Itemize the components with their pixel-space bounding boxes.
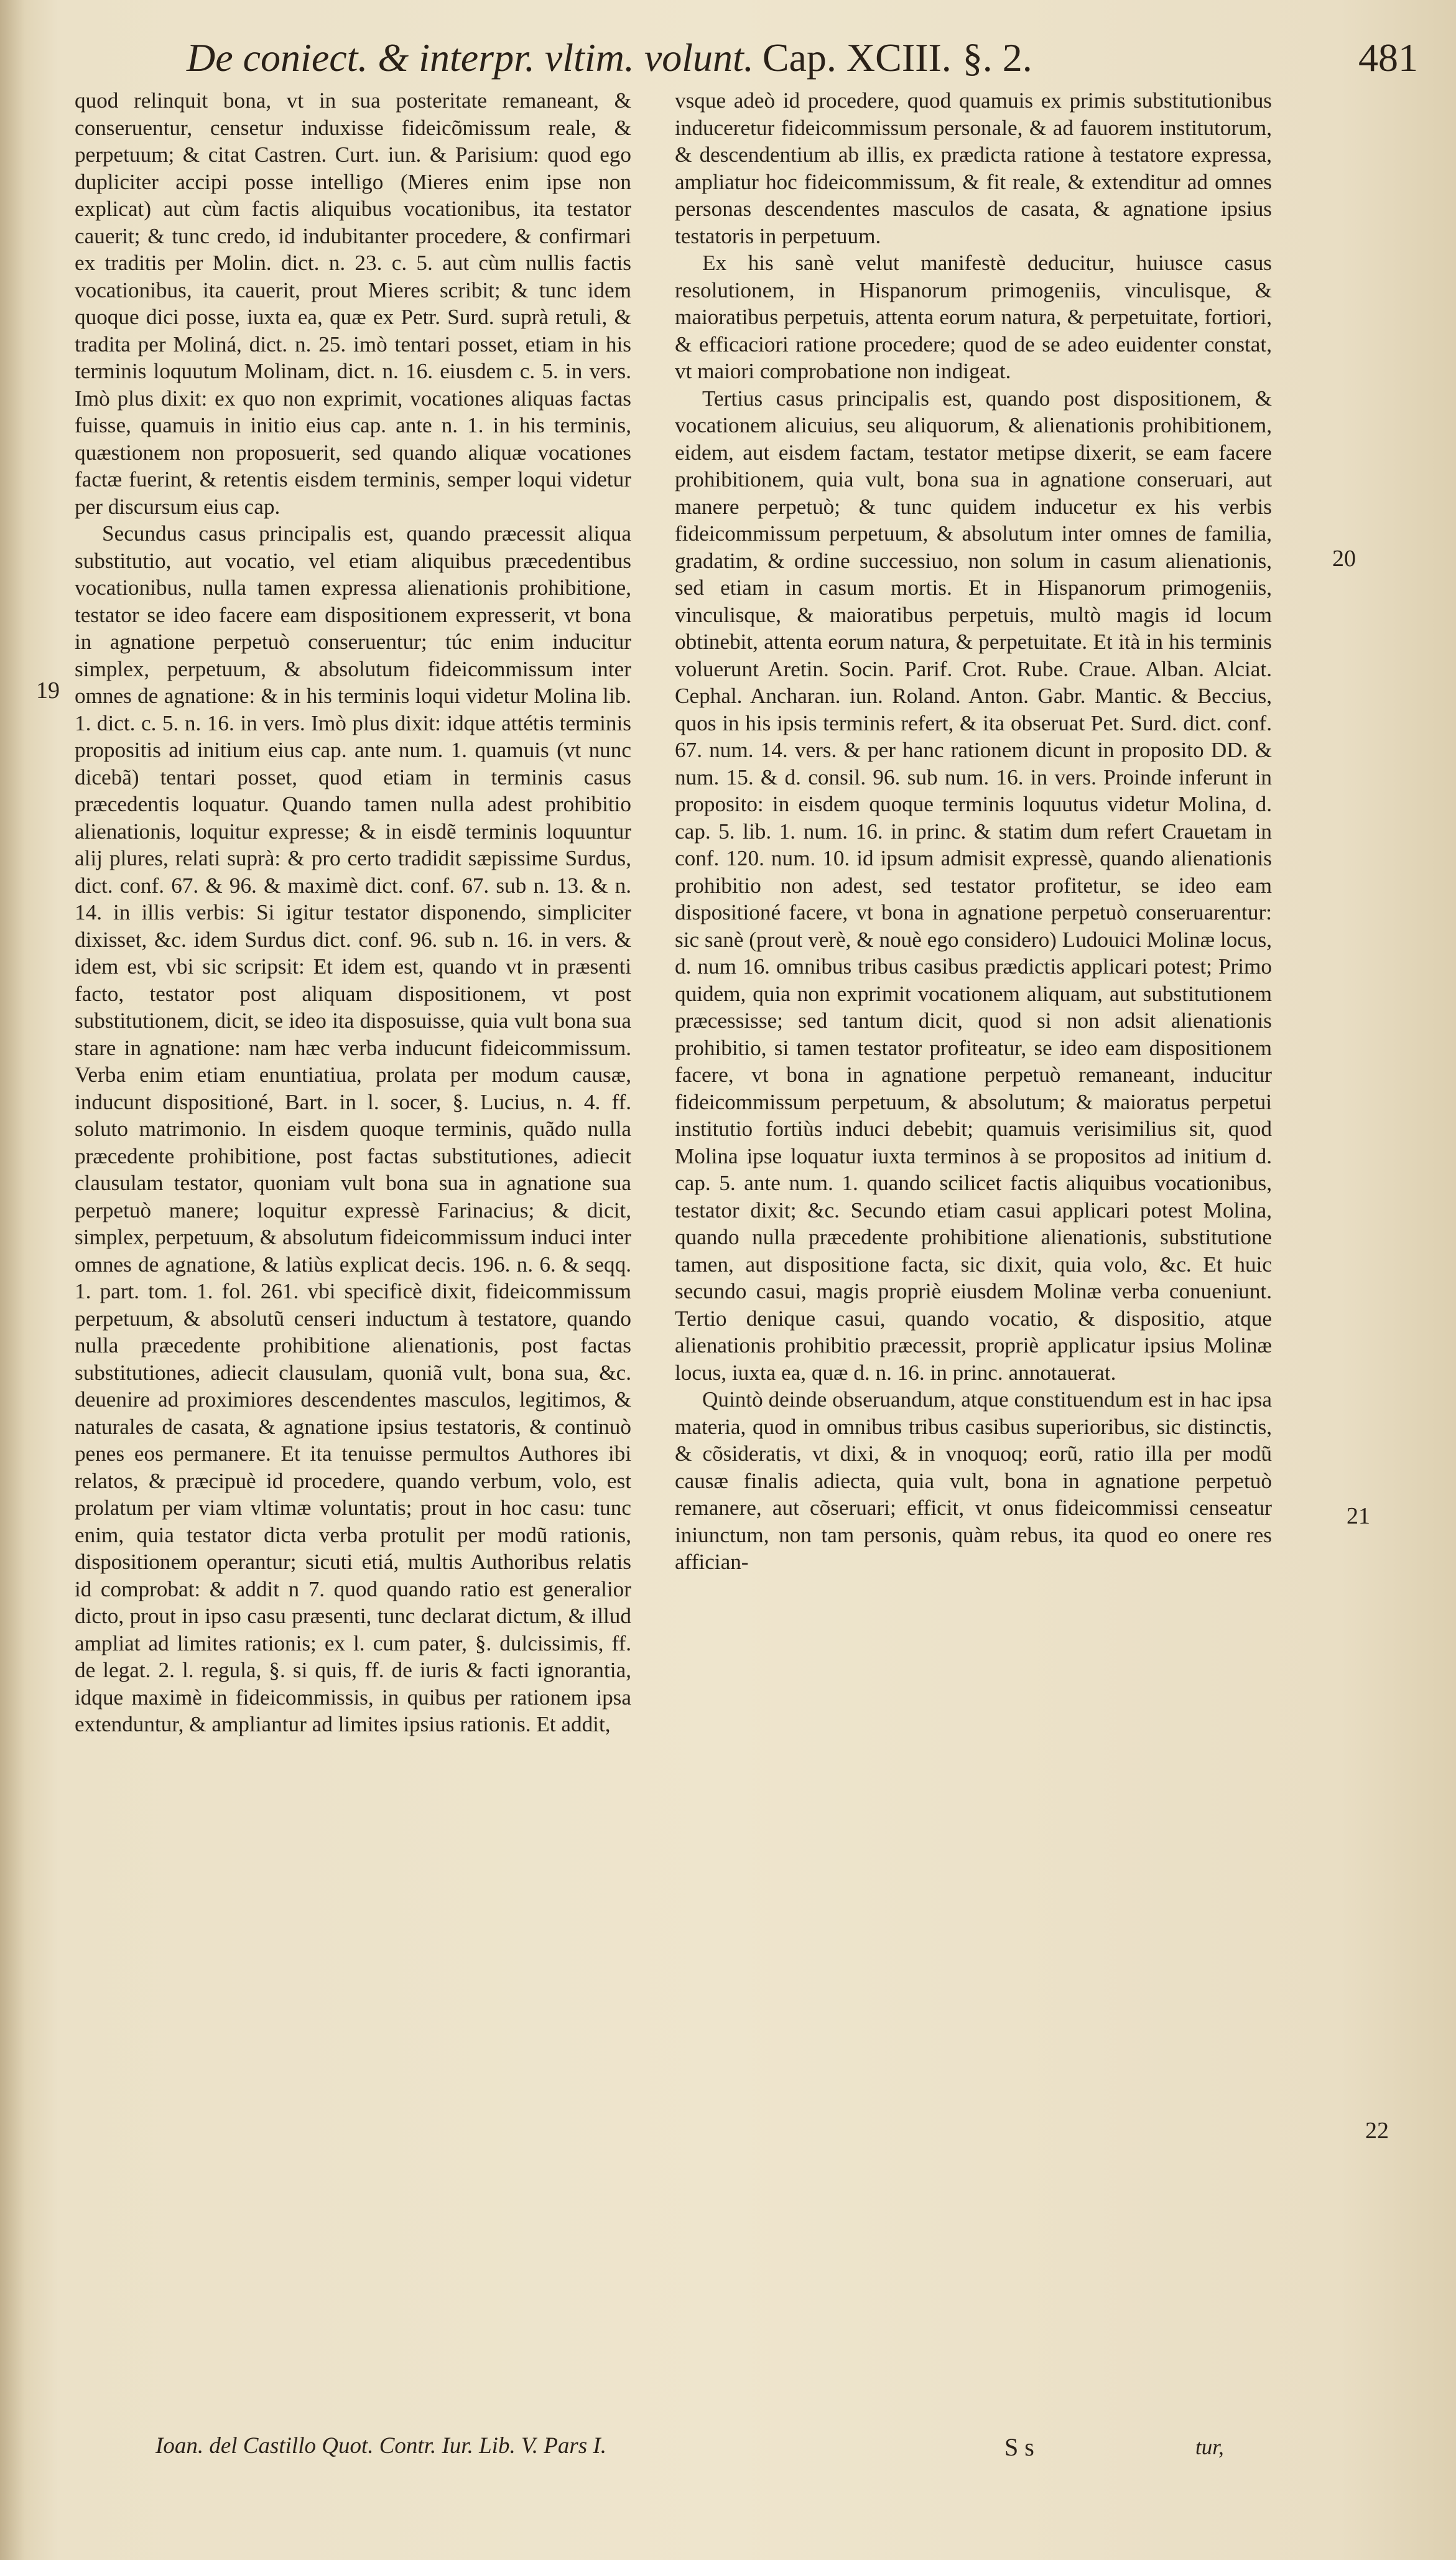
margin-number-22: 22 (1365, 2118, 1389, 2144)
margin-number-20: 20 (1332, 546, 1356, 572)
left-paragraph-1: quod relinquit bona, vt in sua posteritate remaneant, & conseruentur, censetur induxisse fideicõmissum reale, & perpetuum; & citat Castren. Curt. iun. & Parisium: quod ego dupliciter accipi posse intelligo (Mieres enim ipse non explicat) aut cùm factis aliquibus vocationibus, ita testator cauerit; & tunc credo, id indubitanter procedere, & confirmari ex traditis per Molin. dict. n. 23. c. 5. aut cùm nullis factis vocationibus, ita cauerit, prout Mieres scribit; & tunc idem quoque dici posse, iuxta ea, quæ ex Petr. Surd. suprà retuli, & tradita per Moliná, dict. n. 25. imò tentari posset, etiam in his terminis loquutum Molinam, dict. n. 16. eiusdem c. 5. in vers. Imò plus dixit: ex quo non exprimit, vocationes aliquas factas fuisse, quamuis in initio eius cap. ante n. 1. in his terminis, quæstionem non proposuerit, sed quando aliquæ vocationes factæ fuerint, & retentis eisdem terminis, semper loqui videtur per discursum eius cap. (75, 88, 631, 519)
running-head-title: De coniect. & interpr. vltim. volunt. (187, 35, 754, 80)
signature-mark: S s (1004, 2433, 1034, 2461)
margin-number-19: 19 (36, 677, 60, 704)
right-paragraph-2: Ex his sanè velut manifestè deducitur, huiusce casus resolutionem, in Hispanorum primogeniis, vinculisque, & maioratibus perpetuis, attenta eorum natura, & perpetuitate, fortiori, & efficaciori ratione procedere; quod de se adeo euidenter constat, vt maiori comprobatione non indigeat. (675, 251, 1272, 383)
right-paragraph-3: Tertius casus principalis est, quando post dispositionem, & vocationem alicuius, seu aliquorum, & alienationis prohibitionem, eidem, aut eisdem factam, testator metipse dixerit, se eam facere prohibitionem, quia vult, bona sua in agnatione conseruari, aut manere perpetuò; & tunc quidem inducetur ex his verbis fideicommissum perpetuum, & absolutum inter omnes de familia, gradatim, & ordine successiuo, non solum in casum alienationis, sed etiam in casum mortis. Et in Hispanorum primogeniis, vinculisque, & maioratibus perpetuis, multò magis id locum obtinebit, attenta eorum natura, & perpetuitate. Et ità in his terminis voluerunt Aretin. Socin. Parif. Crot. Rube. Craue. Alban. Alciat. Cephal. Ancharan. iun. Roland. Anton. Gabr. Mantic. & Beccius, quos in his ipsis terminis refert, & ita obseruat Pet. Surd. dict. conf. 67. num. 14. vers. & per hanc rationem dicunt in proposito DD. & num. 15. & d. consil. 96. sub num. 16. in vers. Proinde inferunt in proposito: in eisdem quoque terminis loquutus videtur Molina, d. cap. 5. lib. 1. num. 16. in princ. & statim dum refert Crauetam in conf. 120. num. 10. id ipsum admisit expressè, quando alienationis prohibitio non adest, sed testator profitetur, se ideo eam dispositioné facere, vt bona in agnatione perpetuò conseruarentur: sic sanè (prout verè, & nouè ego considero) Ludouici Molinæ locus, d. num 16. omnibus tribus casibus prædictis applicari potest; Primo quidem, quia non exprimit vocationem aliquam, aut substitutionem præcessisse; sed tantum dicit, quod si non adsit alienationis prohibitio, si tamen testator profiteatur, se ideo eam dispositionem facere, vt bona in agnatione perpetuò remaneant, inducitur fideicommissum perpetuum, & absolutum; & maioratus perpetui institutio fortiùs induci debebit; quamuis verisimilius sit, quod Molina ipse loquatur iuxta terminos à se propositos ad initium d. cap. 5. ante num. 1. quando scilicet factis aliquibus vocationibus, testator dixit; &c. Secundo etiam casui applicari potest Molina, quando nulla præcedente prohibitione alienationis, substitutione tamen, aut dispositione facta, sic dixit, quia volo, &c. Et huic secundo casui, magis propriè eiusdem Molinæ verba conueniunt. Tertio denique casui, quando vocatio, & dispositio, atque alienationis prohibitio præcessit, propriè applicatur ipsius Molinæ locus, iuxta ea, quæ d. n. 16. in princ. annotauerat. (675, 386, 1272, 1385)
page-number: 481 (1358, 35, 1418, 80)
right-paragraph-4: Quintò deinde obseruandum, atque constituendum est in hac ipsa materia, quod in omnibus tribus casibus superioribus, sic distinctis, & cõsideratis, vt dixi, & in vnoquoq; eorũ, ratio illa per modũ causæ finalis adiecta, quia vult, bona in agnatione perpetuò remanere, aut cõseruari; efficit, vt onus fideicommissi censeatur iniunctum, non tam personis, quàm rebus, ita quod eo onere res affician- (675, 1387, 1272, 1574)
margin-number-21: 21 (1347, 1503, 1370, 1529)
left-column (75, 87, 631, 1738)
right-paragraph-1: vsque adeò id procedere, quod quamuis ex primis substitutionibus induceretur fideicommissum personale, & ad fauorem institutorum, & descendentium ab illis, ex prædicta ratione à testatore expressa, ampliatur hoc fideicommissum, & fit reale, & extenditur ad omnes personas descendentes masculos de casata, & agnatione ipsius testatoris in perpetuum. (675, 88, 1272, 248)
running-head-section: §. 2. (962, 35, 1032, 80)
running-head-chapter: Cap. XCIII. (762, 35, 952, 80)
footer-running-title: Ioan. del Castillo Quot. Contr. Iur. Lib. V. Pars I. (155, 2433, 607, 2459)
left-paragraph-2: Secundus casus principalis est, quando præcessit aliqua substitutio, aut vocatio, vel etiam aliquibus præcedentibus vocationibus, nulla tamen expressa alienationis prohibitione, testator se ideo facere eam dispositionem expresserit, vt bona in agnatione perpetuò conseruentur; túc enim inducitur simplex, perpetuum, & absolutum fideicommissum inter omnes de agnatione: & in his terminis loqui videtur Molina lib. 1. dict. c. 5. n. 16. in vers. Imò plus dixit: idque attétis terminis propositis ad initium eius cap. ante num. 1. quamuis (vt nunc dicebã) tentari posset, quod etiam in terminis casus præcedentis loquatur. Quando tamen nulla adest prohibitio alienationis, loquitur expresse; & in eisdẽ terminis loquuntur alij plures, relati suprà: & pro certo tradidit sæpissime Surdus, dict. conf. 67. & 96. & maximè dict. conf. 67. sub n. 13. & n. 14. in illis verbis: Si igitur testator disponendo, simpliciter dixisset, &c. idem Surdus dict. conf. 96. sub n. 16. in vers. & idem est, vbi sic scripsit: Et idem est, quando vt in præsenti facto, testator post aliquam dispositionem, vt post substitutionem, dicit, se ideo ita disposuisse, quia vult bona sua stare in agnatione: nam hæc verba inducunt fideicommissum. Verba enim etiam enuntiatiua, prolata per modum causæ, inducunt dispositioné, Bart. in l. socer, §. Lucius, n. 4. ff. soluto matrimonio. In eisdem quoque terminis, quãdo nulla præcedente prohibitione, post factas substitutiones, adiecit clausulam testator, quoniam vult bona sua in agnatione sua perpetuò manere; loquitur expressè Farinacius; & dicit, simplex, perpetuum, & absolutum fideicommissum induci inter omnes de agnatione, & latiùs explicat decis. 196. n. 6. & seqq. 1. part. tom. 1. fol. 261. vbi specificè dixit, fideicommissum perpetuum, & absolutũ censeri inductum à testatore, quando nulla præcedente prohibitione alienationis, post factas substitutiones, adiecit clausulam, quoniã vult, bona sua, &c. deuenire ad proximiores descendentes masculos, legitimos, & naturales de casata, & agnatione ipsius testatoris, & continuò penes eos permanere. Et ita tenuisse permultos Authores ibi relatos, & præcipuè id procedere, quando verbum, volo, est prolatum per viam vltimæ voluntatis; prout in hoc casu: tunc enim, quia testator dicta verba protulit per modũ rationis, dispositionem operantur; sicuti etiá, multis Authoribus relatis id comprobat: & addit n 7. quod quando ratio est generalior dicto, prout in ipso casu præsenti, tunc declarat dictum, & illud ampliat ad limites rationis; ex l. cum pater, §. dulcissimis, ff. de legat. 2. l. regula, §. si quis, ff. de iuris & facti ignorantia, idque maximè in fideicommissis, in quibus per rationem ipsa extenduntur, & ampliantur ad limites ipsius rationis. Et addit, (75, 521, 631, 1736)
right-column (675, 87, 1272, 1576)
catchword: tur, (1195, 2435, 1224, 2459)
running-head (187, 30, 1418, 86)
